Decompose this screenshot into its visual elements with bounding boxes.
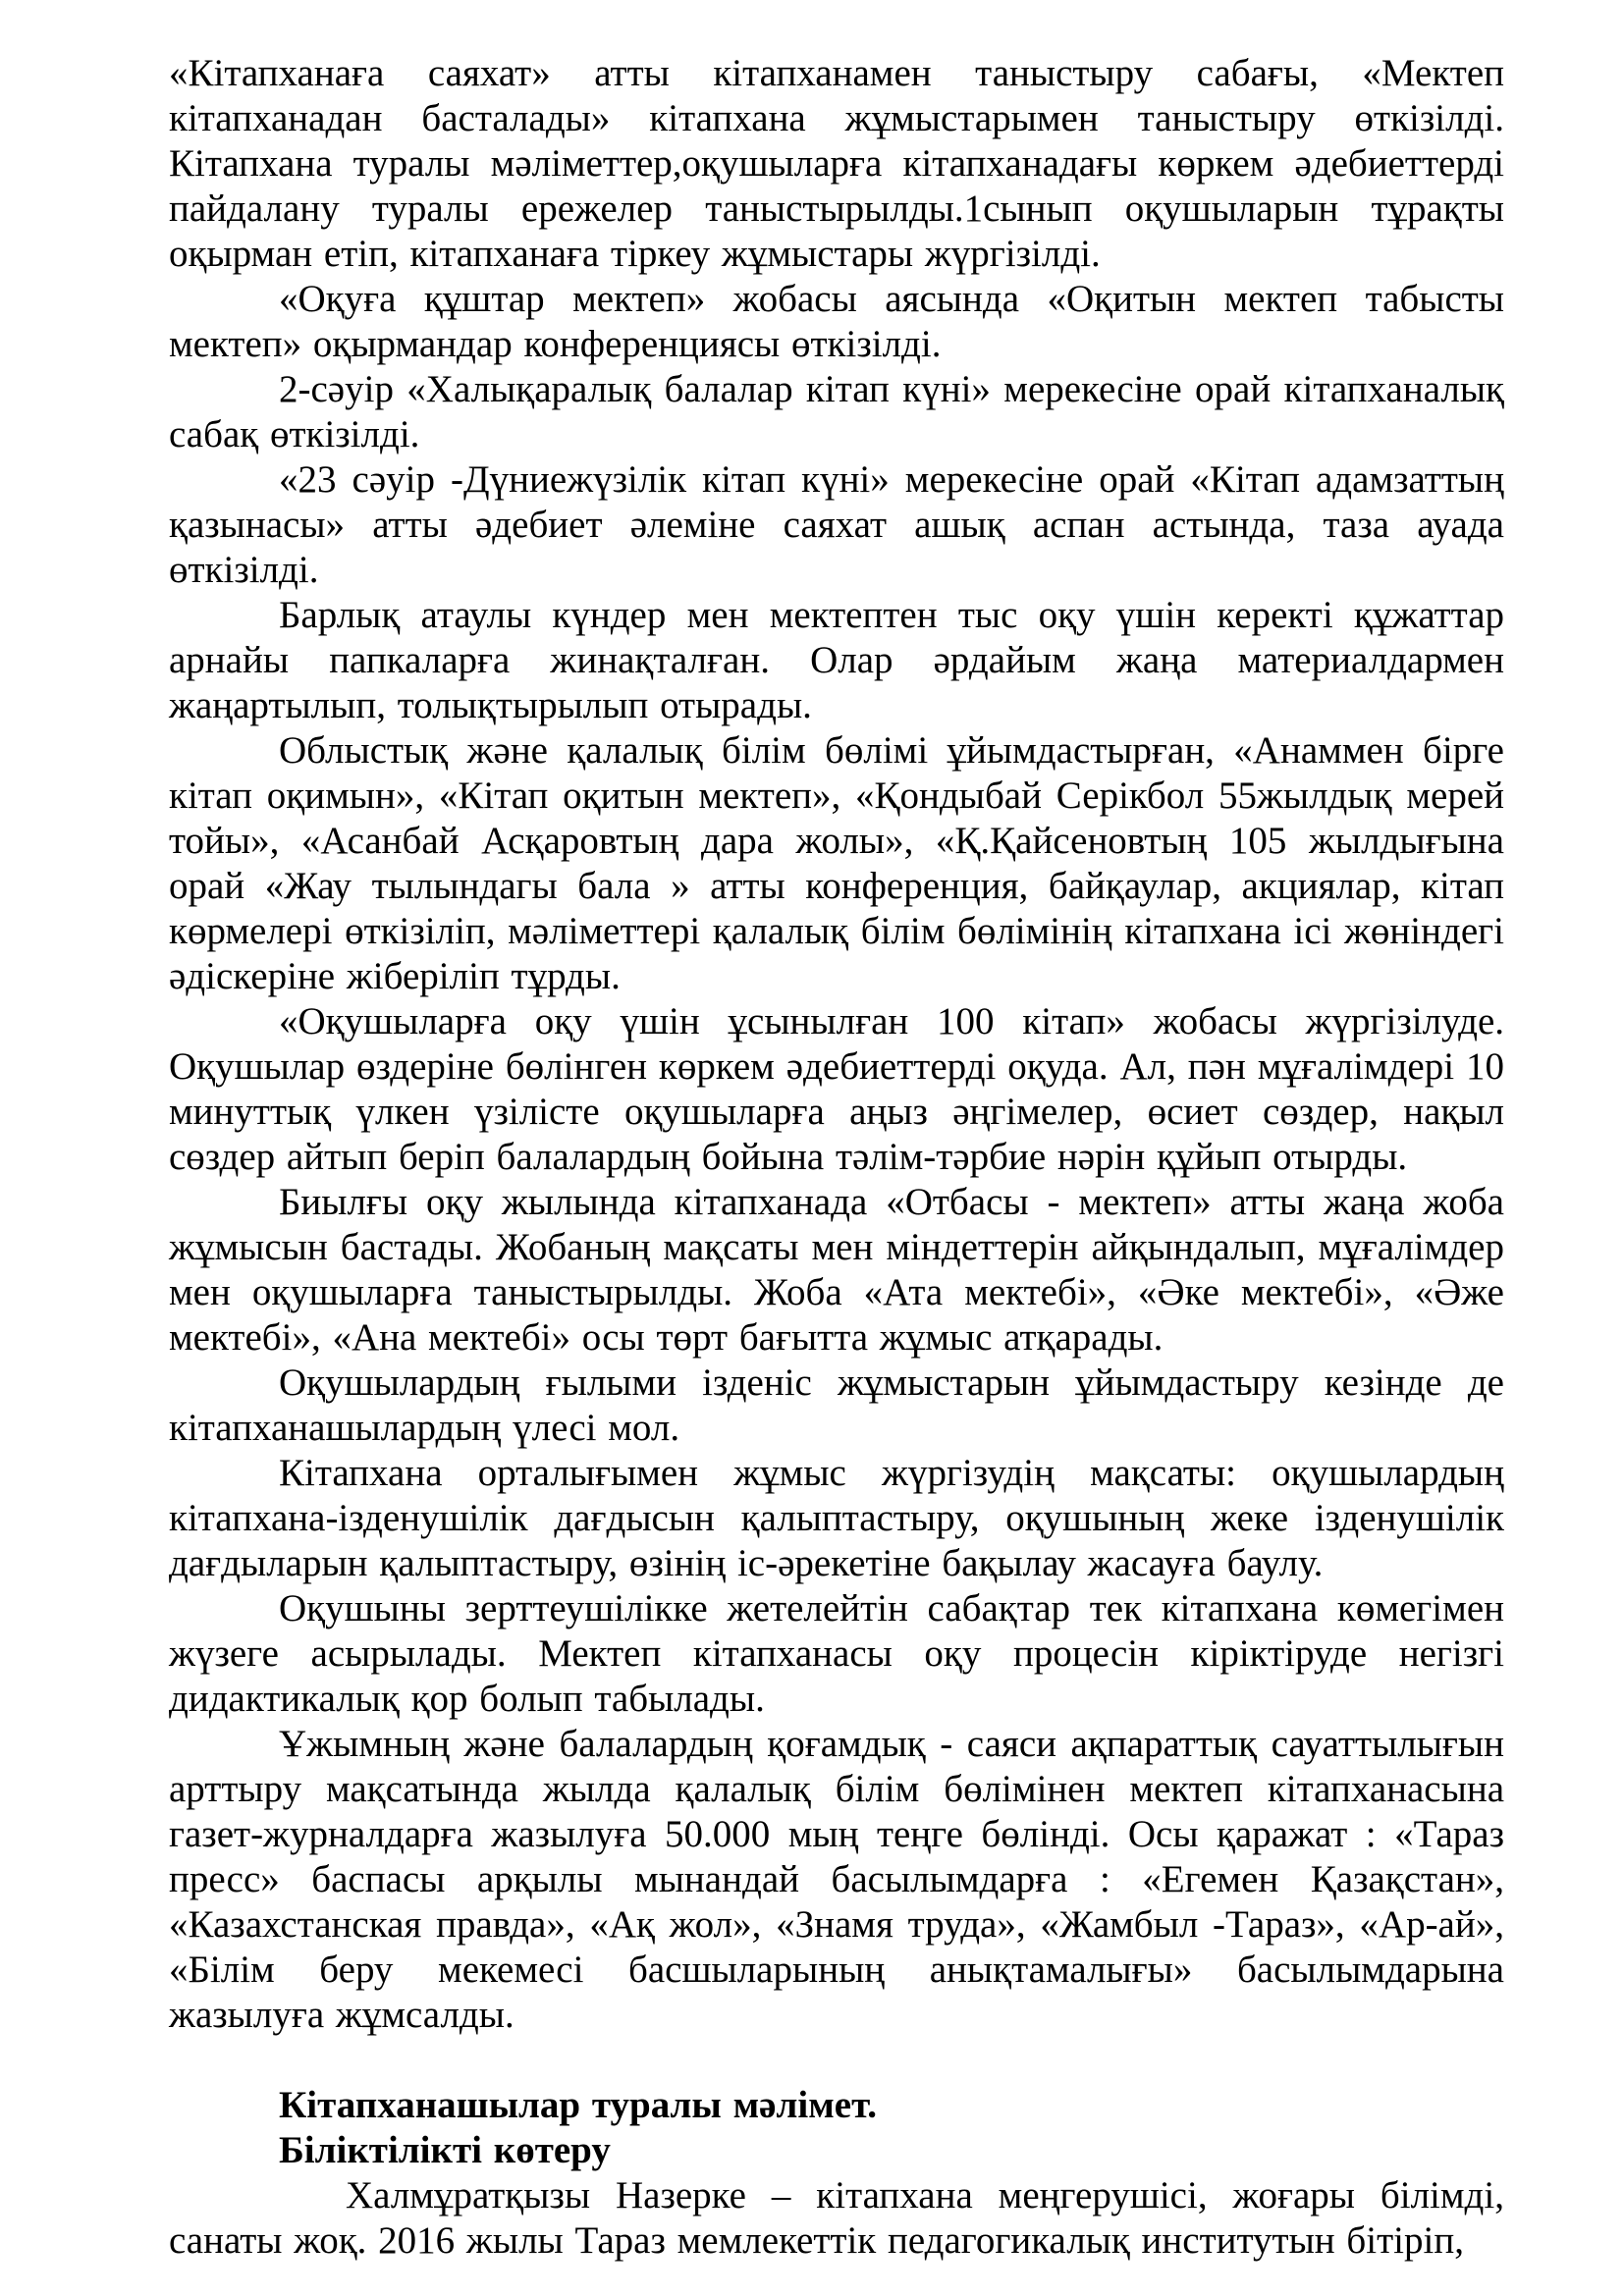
paragraph: «Оқушыларға оқу үшін ұсынылған 100 кітап» жобасы жүргізілуде. Оқушылар өздеріне бөлінген көркем әдебиеттерді оқуда. Ал, пән мұғалімдері 10 минуттық үлкен үзілісте оқушыларға аңыз әңгімелер, өсиет сөздер, нақыл сөздер айтып беріп балалардың бойына тәлім-тәрбие нәрін құйып отырды. [169,1000,1504,1178]
paragraph: «23 сәуір -Дүниежүзілік кітап күні» мерекесіне орай «Кітап адамзаттың қазынасы» атты әдебиет әлеміне саяхат ашық аспан астында, таза ауада өткізілді. [169,458,1504,591]
document-body [169,51,1504,2264]
paragraph: Халмұратқызы Назерке – кітапхана меңгерушісі, жоғары білімді, санаты жоқ. 2016 жылы Тараз мемлекеттік педагогикалық институтын бітіріп, [169,2174,1504,2262]
section-heading: Біліктілікті көтеру [279,2129,611,2171]
paragraph: Облыстық және қалалық білім бөлімі ұйымдастырған, «Анаммен бірге кітап оқимын», «Кітап оқитын мектеп», «Қондыбай Серікбол 55жылдық мерей тойы», «Асанбай Асқаровтың дара жолы», «Қ.Қайсеновтың 105 жылдығына орай «Жау тылындагы бала » атты конференция, байқаулар, акциялар, кітап көрмелері өткізіліп, мәліметтері қалалық білім бөлімінің кітапхана ісі жөніндегі әдіскеріне жіберіліп тұрды. [169,729,1504,997]
paragraph: Барлық атаулы күндер мен мектептен тыс оқу үшін керекті құжаттар арнайы папкаларға жинақталған. Олар әрдайым жаңа материалдармен жаңартылып, толықтырылып отырады. [169,594,1504,726]
paragraph-spacer [169,2038,1504,2083]
paragraph: Оқушыны зерттеушілікке жетелейтін сабақтар тек кітапхана көмегімен жүзеге асырылады. Мектеп кітапханасы оқу процесін кіріктіруде негізгі дидактикалық қор болып табылады. [169,1587,1504,1720]
paragraph: Кітапхана орталығымен жұмыс жүргізудің мақсаты: оқушылардың кітапхана-ізденушілік дағдысын қалыптастыру, оқушының жеке ізденушілік дағдыларын қалыптастыру, өзінің іс-әрекетіне бақылау жасауға баулу. [169,1452,1504,1584]
paragraph: «Оқуға құштар мектеп» жобасы аясында «Оқитын мектеп табысты мектеп» оқырмандар конференциясы өткізілді. [169,278,1504,365]
paragraph: «Кітапханаға саяхат» атты кітапханамен таныстыру сабағы, «Мектеп кітапханадан басталады» кітапхана жұмыстарымен таныстыру өткізілді. Кітапхана туралы мәліметтер,оқушыларға кітапханадағы көркем әдебиеттерді пайдалану туралы ережелер таныстырылды.1сынып оқушыларын тұрақты оқырман етіп, кітапханаға тіркеу жұмыстары жүргізілді. [169,52,1504,275]
paragraph: Ұжымның және балалардың қоғамдық - саяси ақпараттық сауаттылығын арттыру мақсатында жылда қалалық білім бөлімінен мектеп кітапханасына газет-журналдарға жазылуға 50.000 мың теңге бөлінді. Осы қаражат : «Тараз пресс» баспасы арқылы мынандай басылымдарға : «Егемен Қазақстан», «Казахстанская правда», «Ақ жол», «Знамя труда», «Жамбыл -Тараз», «Ар-ай», «Білім беру мекемесі басшыларының анықтамалығы» басылымдарына жазылуға жұмсалды. [169,1723,1504,2036]
paragraph: Оқушылардың ғылыми ізденіс жұмыстарын ұйымдастыру кезінде де кітапханашылардың үлесі мол. [169,1362,1504,1449]
paragraph: Биылғы оқу жылында кітапханада «Отбасы - мектеп» атты жаңа жоба жұмысын бастады. Жобаның мақсаты мен міндеттерін айқындалып, мұғалімдер мен оқушыларға таныстырылды. Жоба «Ата мектебі», «Әке мектебі», «Әже мектебі», «Ана мектебі» осы төрт бағытта жұмыс атқарады. [169,1181,1504,1359]
section-heading: Кітапханашылар туралы мәлімет. [279,2084,878,2126]
paragraph: 2-сәуір «Халықаралық балалар кітап күні» мерекесіне орай кітапханалық сабақ өткізілді. [169,368,1504,455]
